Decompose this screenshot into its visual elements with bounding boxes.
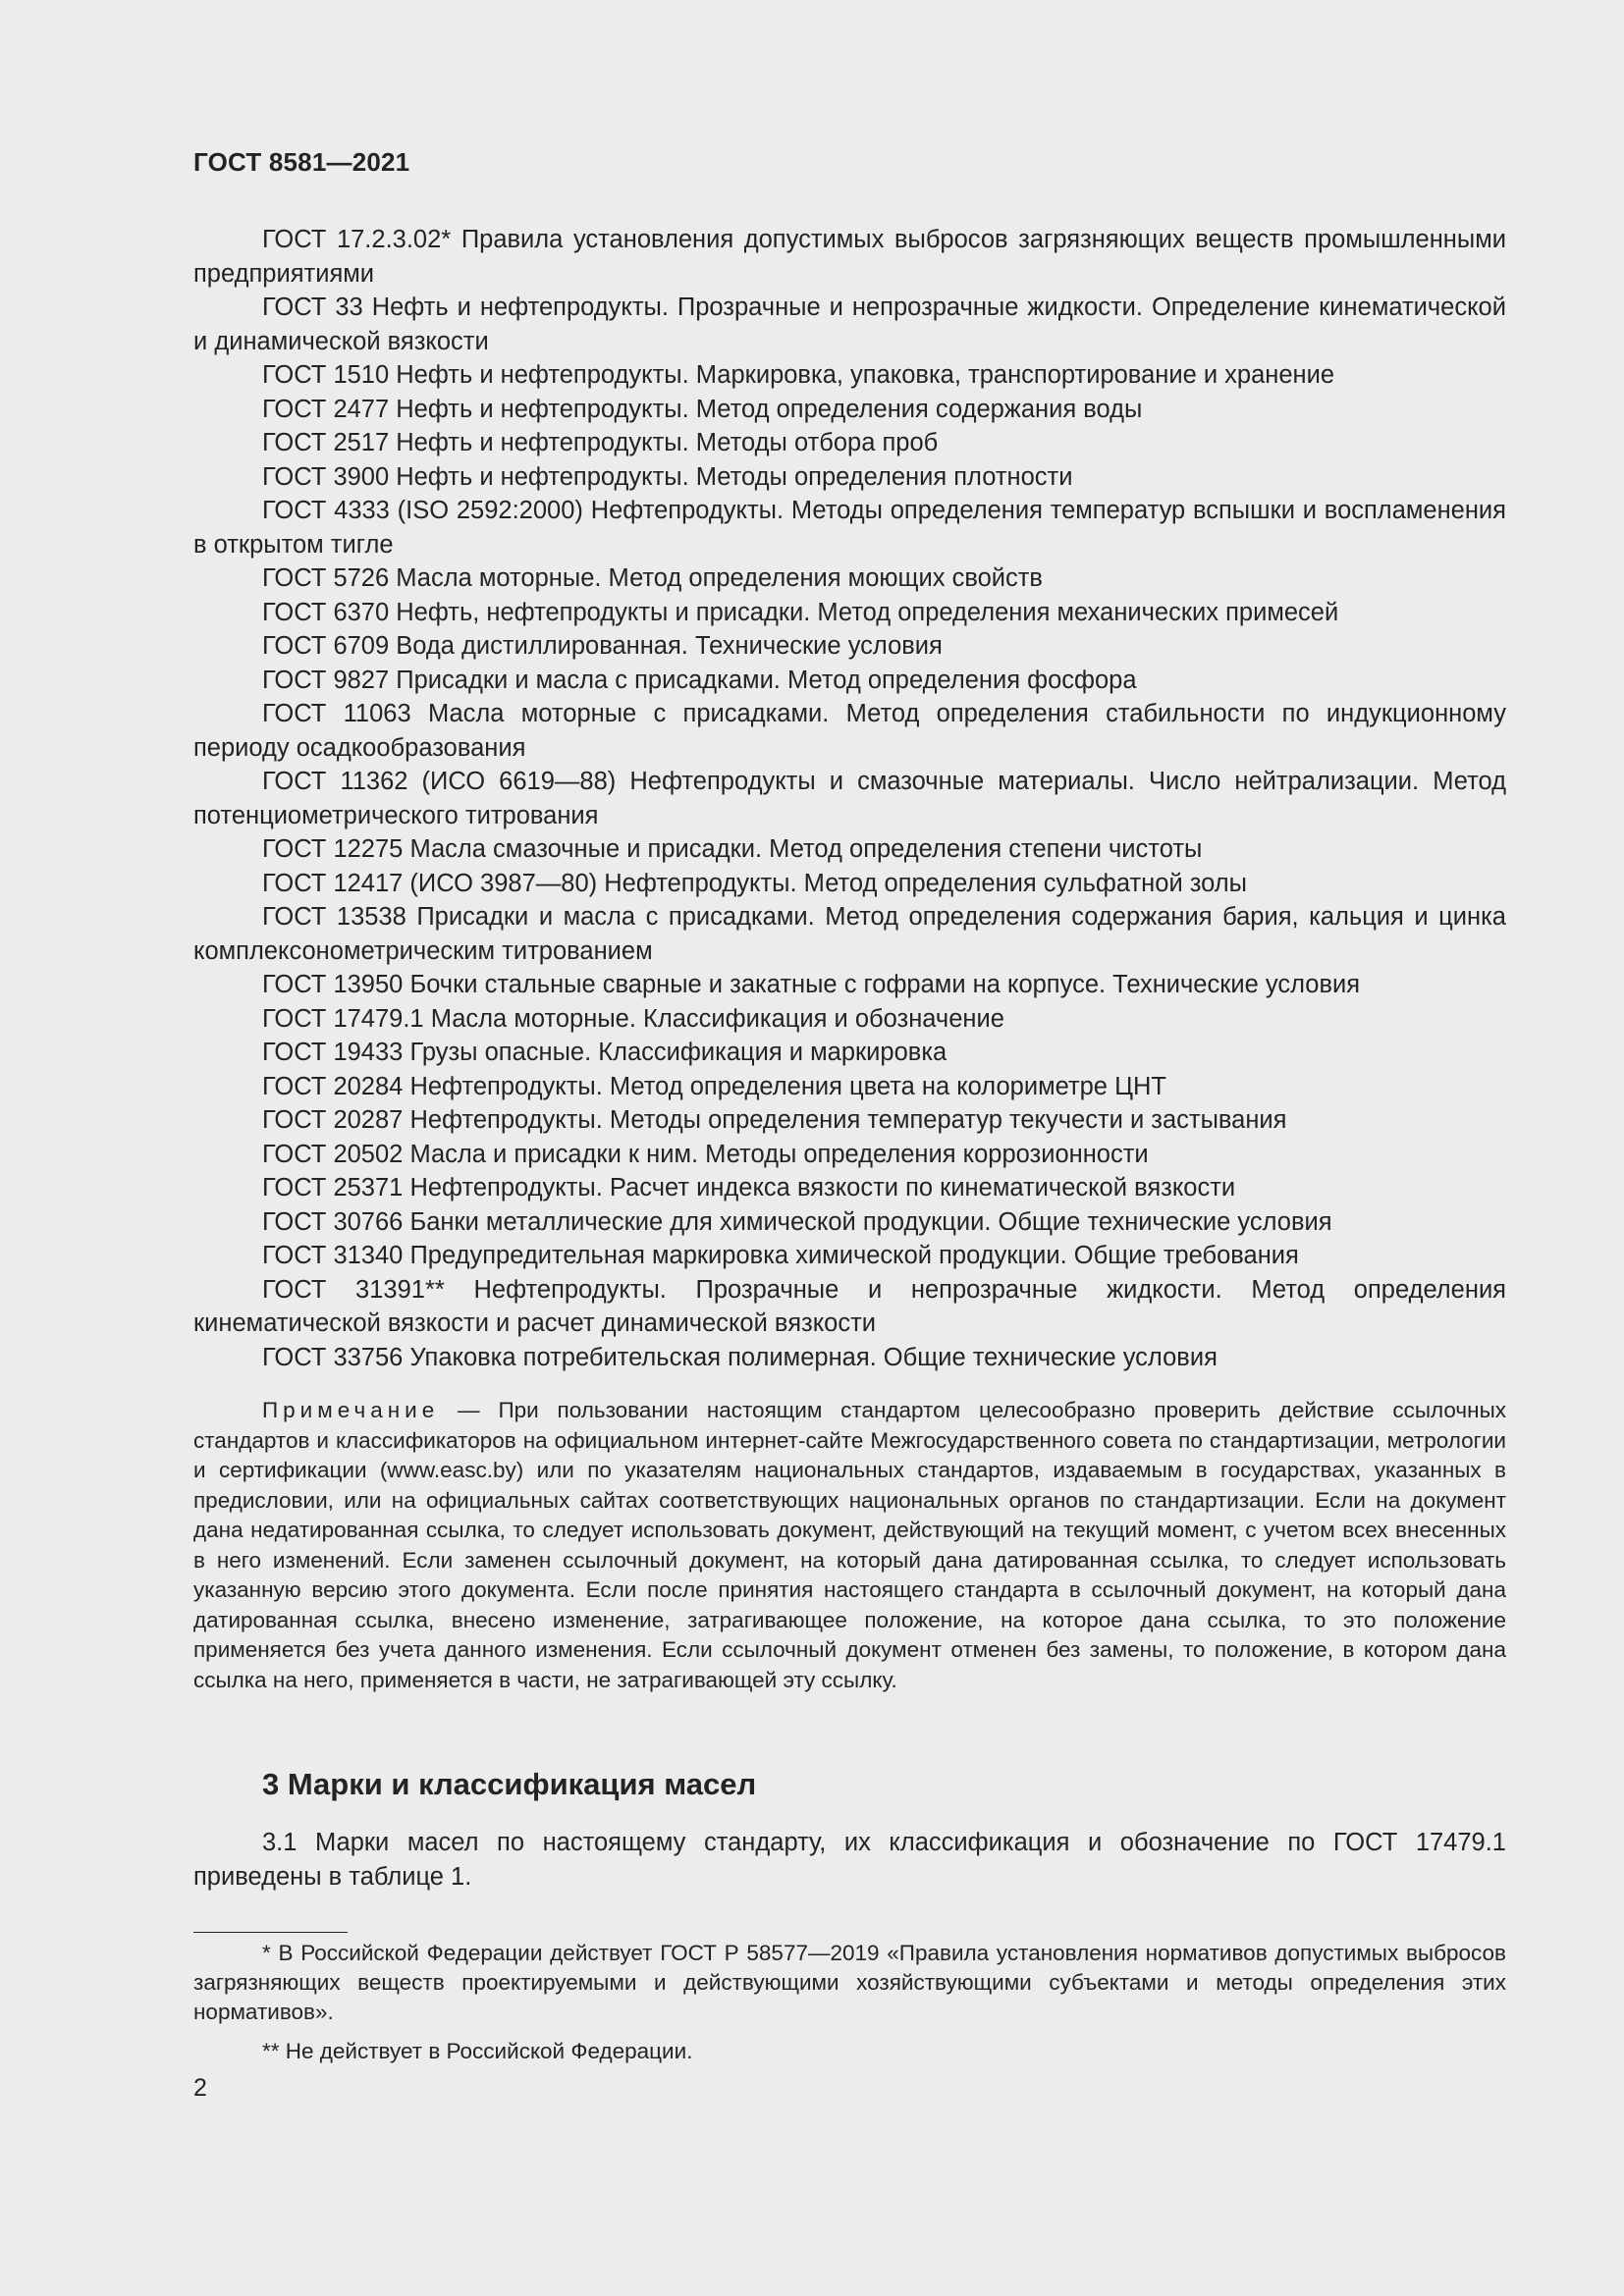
reference-code: ГОСТ 19433 (262, 1039, 404, 1066)
reference-item (193, 460, 1506, 495)
reference-code: ГОСТ 9827 (262, 666, 390, 694)
reference-item (193, 867, 1506, 901)
document-header: ГОСТ 8581—2021 (193, 147, 410, 177)
reference-item (193, 1273, 1506, 1341)
reference-code: ГОСТ 20284 (262, 1072, 404, 1100)
reference-code: ГОСТ 33756 (262, 1343, 404, 1371)
reference-title: Предупредительная маркировка химической продукции. Общие требования (409, 1242, 1299, 1269)
reference-title: Нефть и нефтепродукты. Методы определения плотности (396, 462, 1073, 491)
reference-code: ГОСТ 6370 (262, 598, 390, 626)
reference-title: Нефть, нефтепродукты и присадки. Метод определения механических примесей (396, 598, 1339, 626)
reference-code: ГОСТ 11362 (ИСО 6619—88) (262, 768, 617, 795)
reference-code: ГОСТ 17479.1 (262, 1004, 424, 1033)
reference-title: Нефть и нефтепродукты. Методы отбора проб (396, 429, 939, 456)
reference-code: ГОСТ 11063 (262, 700, 411, 727)
footnote-separator (193, 1932, 348, 1933)
reference-item (193, 393, 1506, 427)
reference-code: ГОСТ 3900 (262, 462, 390, 491)
reference-item (193, 1036, 1506, 1070)
reference-code: ГОСТ 2477 (262, 395, 390, 423)
reference-item (193, 1171, 1506, 1205)
reference-item (193, 1070, 1506, 1104)
reference-title: Нефтепродукты. Методы определения температур текучести и застывания (409, 1106, 1287, 1134)
normative-references-list (193, 223, 1506, 1374)
reference-item (193, 426, 1506, 460)
section-paragraph: 3.1 Марки масел по настоящему стандарту, их классификация и обозначение по ГОСТ 17479.1 приведены в таблице 1. (193, 1829, 1506, 1891)
reference-item (193, 596, 1506, 630)
reference-item (193, 697, 1506, 765)
note-text: — При пользовании настоящим стандартом целесообразно проверить действие ссылочных стандартов и классификаторов на официальном интернет-сайте Межгосударственного совета по стандартизации, метрологии и сертификации (www.easc.by) или по указателям национальных стандартов, издаваемым в государствах, указанных в предисловии, или на официальных сайтах соответствующих национальных органов по стандартизации. Если на документ дана недатированная ссылка, то следует использовать документ, действующий на текущий момент, с учетом всех внесенных в него изменений. Если заменен ссылочный документ, на который дана датированная ссылка, то следует использовать указанную версию этого документа. Если после принятия настоящего стандарта в ссылочный документ, на который дана датированная ссылка, внесено изменение, затрагивающее положение, на которое дана ссылка, то это положение применяется без учета данного изменения. Если ссылочный документ отменен без замены, то положение, в котором дана ссылка на него, применяется в части, не затрагивающей эту ссылку. (193, 1398, 1506, 1692)
note-paragraph (193, 1396, 1506, 1695)
reference-title: Нефть и нефтепродукты. Метод определения содержания воды (396, 395, 1143, 423)
reference-item (193, 1205, 1506, 1240)
reference-item (193, 291, 1506, 358)
reference-item (193, 561, 1506, 596)
reference-title: Масла моторные с присадками. Метод определения стабильности по индукционному периоду осадкообразования (193, 700, 1506, 762)
reference-item (193, 900, 1506, 968)
reference-title: Масла и присадки к ним. Методы определения коррозионности (409, 1140, 1149, 1168)
footnote: ** Не действует в Российской Федерации. (262, 2039, 693, 2063)
page-number: 2 (193, 2074, 207, 2102)
reference-code: ГОСТ 13538 (262, 903, 406, 931)
reference-title: Присадки и масла с присадками. Метод определения содержания бария, кальция и цинка комплексонометрическим титрованием (193, 903, 1506, 965)
reference-code: ГОСТ 31391** (262, 1275, 445, 1304)
reference-code: ГОСТ 31340 (262, 1242, 404, 1269)
reference-item (193, 1002, 1506, 1037)
reference-code: ГОСТ 5726 (262, 564, 390, 592)
reference-code: ГОСТ 12417 (ИСО 3987—80) (262, 869, 598, 897)
reference-item (193, 1138, 1506, 1172)
footnotes (193, 1939, 1506, 2076)
reference-title: Правила установления допустимых выбросов загрязняющих веществ промышленными предприятиями (193, 226, 1506, 288)
reference-title: Нефтепродукты. Методы определения температур вспышки и воспламенения в открытом тигле (193, 497, 1506, 559)
reference-item (193, 1103, 1506, 1138)
note-label: Примечание (262, 1398, 440, 1422)
reference-title: Нефть и нефтепродукты. Прозрачные и непрозрачные жидкости. Определение кинематической и динамической вязкости (193, 294, 1506, 355)
reference-title: Нефтепродукты. Прозрачные и непрозрачные жидкости. Метод определения кинематической вязкости и расчет динамической вязкости (193, 1275, 1506, 1337)
reference-item (193, 765, 1506, 832)
reference-item (193, 1239, 1506, 1273)
reference-title: Вода дистиллированная. Технические условия (396, 632, 943, 660)
reference-title: Упаковка потребительская полимерная. Общие технические условия (409, 1343, 1218, 1371)
reference-item (193, 629, 1506, 664)
reference-code: ГОСТ 1510 (262, 361, 390, 389)
footnote: * В Российской Федерации действует ГОСТ Р 58577—2019 «Правила установления нормативов допустимых выбросов загрязняющих веществ проектируемыми и действующими хозяйствующими субъектами и методы определения этих нормативов». (193, 1941, 1506, 2024)
reference-item (193, 832, 1506, 867)
section-title: 3 Марки и классификация масел (262, 1767, 757, 1801)
reference-code: ГОСТ 33 (262, 294, 363, 321)
reference-code: ГОСТ 4333 (ISO 2592:2000) (262, 497, 583, 524)
reference-title: Нефтепродукты. Метод определения сульфатной золы (604, 869, 1248, 897)
reference-code: ГОСТ 17.2.3.02* (262, 226, 452, 253)
reference-title: Банки металлические для химической продукции. Общие технические условия (409, 1207, 1332, 1236)
reference-code: ГОСТ 13950 (262, 971, 404, 998)
reference-item (193, 494, 1506, 561)
reference-code: ГОСТ 6709 (262, 632, 390, 660)
reference-item (193, 358, 1506, 393)
reference-title: Бочки стальные сварные и закатные с гофрами на корпусе. Технические условия (409, 971, 1361, 998)
reference-item (193, 1341, 1506, 1375)
reference-code: ГОСТ 20287 (262, 1106, 404, 1134)
reference-item (193, 968, 1506, 1002)
reference-title: Грузы опасные. Классификация и маркировка (409, 1039, 947, 1066)
reference-code: ГОСТ 20502 (262, 1140, 404, 1168)
reference-title: Масла смазочные и присадки. Метод определения степени чистоты (409, 835, 1203, 863)
reference-title: Масла моторные. Метод определения моющих свойств (396, 564, 1043, 592)
reference-code: ГОСТ 12275 (262, 835, 404, 863)
reference-code: ГОСТ 2517 (262, 429, 390, 456)
reference-title: Масла моторные. Классификация и обозначение (430, 1004, 1004, 1033)
reference-item (193, 223, 1506, 291)
reference-title: Нефтепродукты. Расчет индекса вязкости по кинематической вязкости (409, 1174, 1236, 1201)
reference-title: Нефть и нефтепродукты. Маркировка, упаковка, транспортирование и хранение (396, 361, 1335, 389)
reference-item (193, 664, 1506, 698)
reference-code: ГОСТ 30766 (262, 1207, 404, 1236)
reference-code: ГОСТ 25371 (262, 1174, 404, 1201)
reference-title: Нефтепродукты и смазочные материалы. Число нейтрализации. Метод потенциометрического титрования (193, 768, 1506, 829)
reference-title: Присадки и масла с присадками. Метод определения фосфора (396, 666, 1137, 694)
reference-title: Нефтепродукты. Метод определения цвета на колориметре ЦНТ (409, 1072, 1166, 1100)
